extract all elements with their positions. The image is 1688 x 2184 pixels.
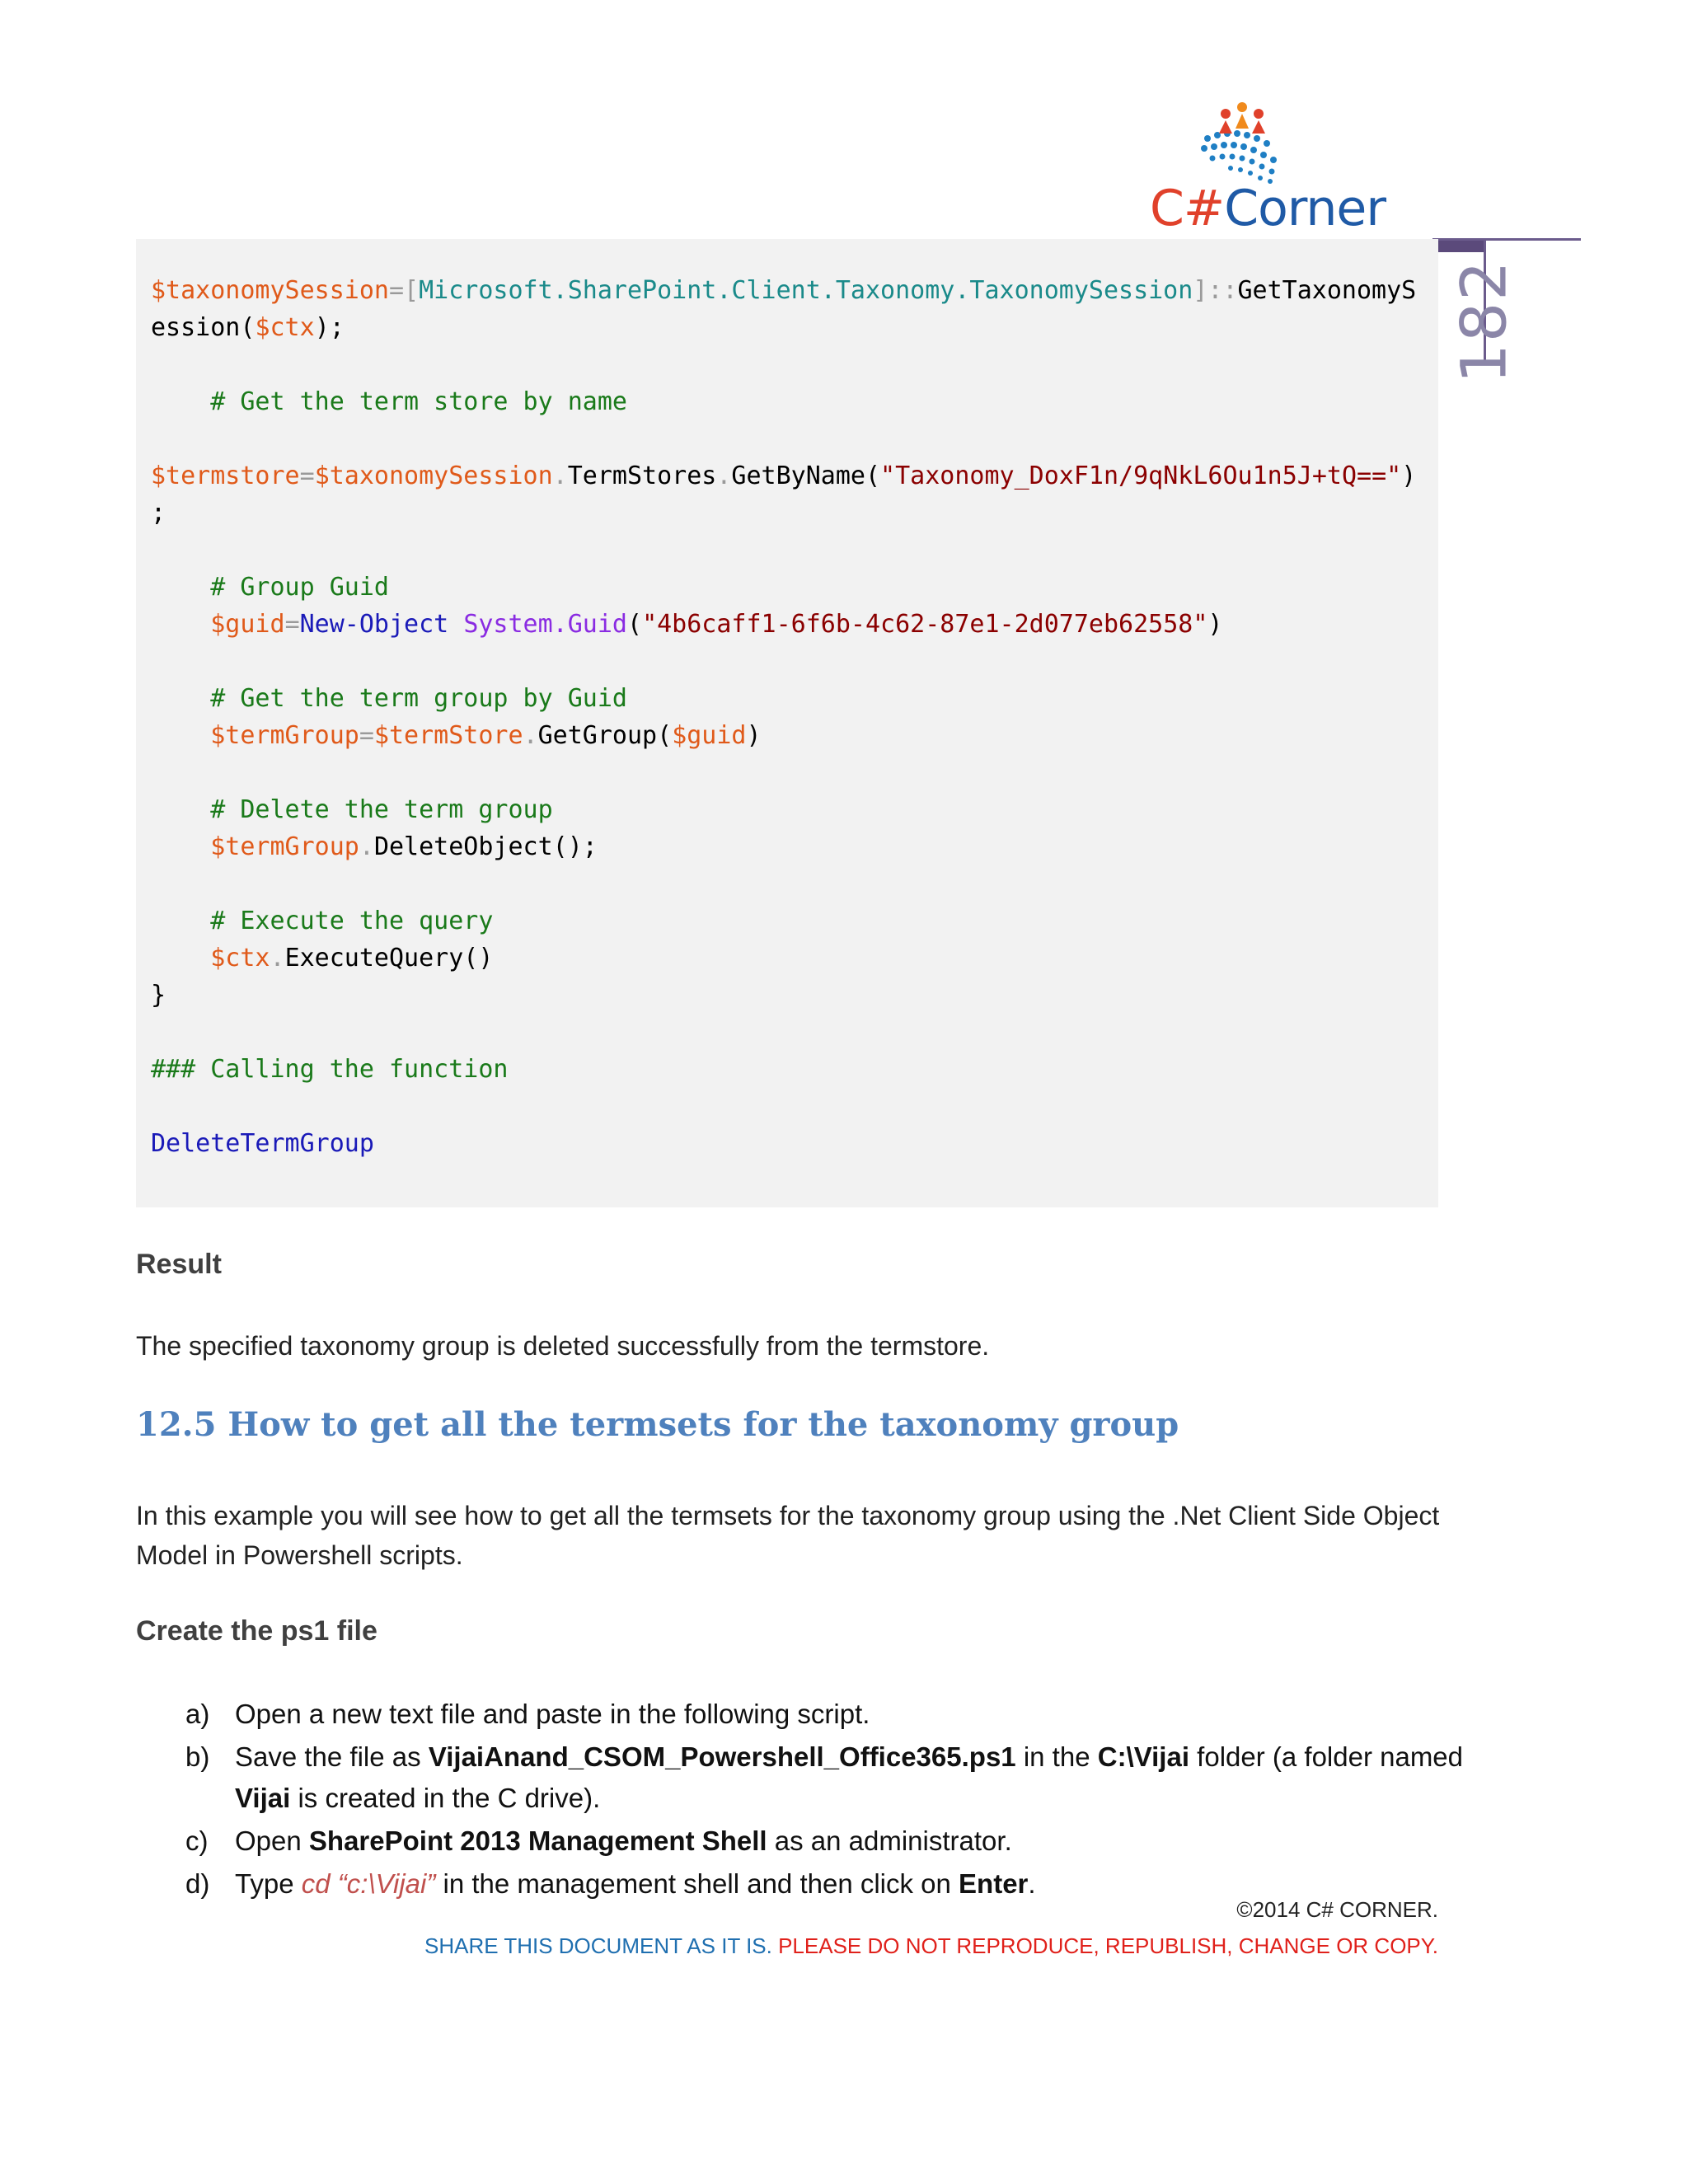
code-line: # Delete the term group [151,795,553,824]
code-line: DeleteTermGroup [151,1129,374,1158]
list-marker: d) [185,1868,210,1899]
footer-notice: SHARE THIS DOCUMENT AS IT IS. PLEASE DO NOT REPRODUCE, REPUBLISH, CHANGE OR COPY. [424,1933,1438,1958]
code-line: # Execute the query [151,907,494,935]
code-line: $termstore=$taxonomySession.TermStores.GetByName("Taxonomy_DoxF1n/9qNkL6Ou1n5J+tQ==") [151,462,1417,490]
list-item: b) Save the file as VijaiAnand_CSOM_Powershell_Office365.ps1 in the C:\Vijai folder (a folder named Vijai is created in the C drive). [185,1736,1471,1819]
csharp-corner-logo [1150,97,1434,237]
result-heading: Result [136,1249,222,1280]
list-item: a) Open a new text file and paste in the following script. [185,1694,1471,1735]
code-line: $termGroup.DeleteObject(); [210,832,598,861]
code-line: $ctx.ExecuteQuery() [210,944,494,972]
logo-wordmark: C#Corner [1150,180,1386,237]
result-text: The specified taxonomy group is deleted successfully from the termstore. [136,1331,990,1361]
code-line: ession($ctx); [151,313,345,342]
code-listing [151,272,1416,1162]
list-marker: a) [185,1699,210,1729]
page-number: 182 [1447,259,1521,384]
page-tab-marker [1432,241,1484,252]
code-block [136,239,1438,1207]
logo-figures-icon [1150,97,1434,188]
code-line: # Get the term group by Guid [151,684,627,713]
code-line: $taxonomySession=[Microsoft.SharePoint.Client.Taxonomy.TaxonomySession]::GetTaxonomyS [151,276,1417,305]
list-marker: b) [185,1741,210,1772]
section-heading: 12.5 How to get all the termsets for the taxonomy group [136,1405,1179,1444]
steps-list [185,1694,1471,1906]
code-line: $termGroup=$termStore.GetGroup($guid) [210,721,762,750]
code-line: ### Calling the function [151,1055,509,1084]
code-line: $guid=New-Object System.Guid("4b6caff1-6f6b-4c62-87e1-2d077eb62558") [210,610,1223,639]
code-line: # Group Guid [151,573,389,602]
list-item: d) Type cd “c:\Vijai” in the management shell and then click on Enter. [185,1863,1471,1905]
code-line: # Get the term store by name [151,387,627,416]
copyright: ©2014 C# CORNER. [1236,1897,1438,1922]
create-heading: Create the ps1 file [136,1615,377,1647]
list-item: c) Open SharePoint 2013 Management Shell as an administrator. [185,1821,1471,1862]
list-marker: c) [185,1825,209,1856]
code-line: } [151,981,166,1010]
code-line: ; [151,499,166,527]
section-intro: In this example you will see how to get all the termsets for the taxonomy group using the .Net Client Side Object Model in Powershell scripts. [136,1501,1440,1570]
